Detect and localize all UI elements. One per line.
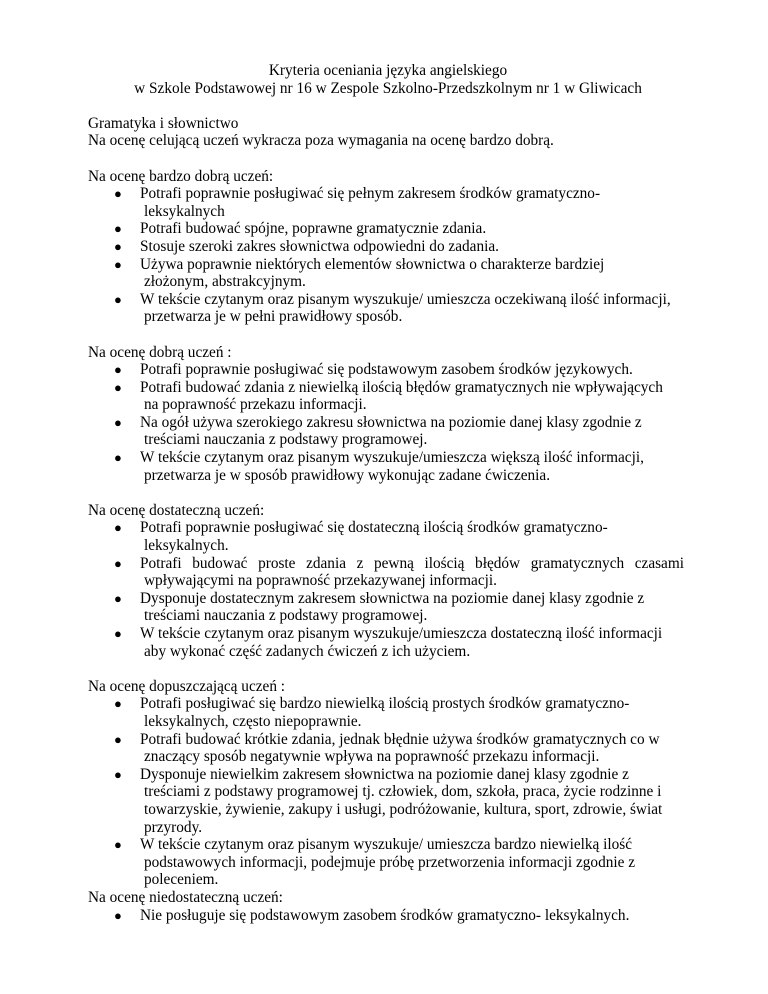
criteria-text: Na ogół używa szerokiego zakresu słownictwa na poziomie danej klasy zgodnie z xyxy=(140,413,642,431)
title-line-2: w Szkole Podstawowej nr 16 w Zespole Szkolno-Przedszkolnym nr 1 w Gliwicach xyxy=(134,79,642,97)
criteria-text: W tekście czytanym oraz pisanym wyszukuje/umieszcza większą ilość informacji, xyxy=(140,449,644,467)
grade-heading: Na ocenę bardzo dobrą uczeń: xyxy=(88,167,274,185)
criteria-item xyxy=(88,361,688,379)
bullet-icon: ● xyxy=(114,221,122,237)
criteria-item xyxy=(88,590,688,625)
criteria-item xyxy=(88,625,688,660)
criteria-text-continued: aby wykonać część zadanych ćwiczeń z ich użyciem. xyxy=(144,642,471,660)
bullet-icon: ● xyxy=(114,731,122,747)
bullet-icon: ● xyxy=(114,555,122,571)
criteria-text: Potrafi poprawnie posługiwać się pełnym zakresem środków gramatyczno- xyxy=(140,185,601,203)
bullet-icon: ● xyxy=(114,837,122,853)
document-page xyxy=(88,62,688,924)
criteria-text-continued: wpływającymi na poprawność przekazywanej informacji. xyxy=(144,572,497,590)
criteria-text-continued: treściami nauczania z podstawy programowej. xyxy=(144,431,428,449)
criteria-text-continued: leksykalnych xyxy=(144,202,225,220)
criteria-text: Potrafi budować spójne, poprawne gramatycznie zdania. xyxy=(140,220,487,238)
grade-section xyxy=(88,889,688,924)
bullet-icon: ● xyxy=(114,238,122,254)
criteria-text: Potrafi poprawnie posługiwać się dostateczną ilością środków gramatyczno- xyxy=(140,519,608,537)
criteria-text: Stosuje szeroki zakres słownictwa odpowiedni do zadania. xyxy=(140,237,499,255)
bullet-icon: ● xyxy=(114,766,122,782)
grade-section xyxy=(88,168,688,326)
criteria-text: Nie posługuje się podstawowym zasobem środków gramatyczno- leksykalnych. xyxy=(140,906,630,924)
criteria-list xyxy=(88,695,688,889)
bullet-icon: ● xyxy=(114,414,122,430)
criteria-text-continued: podstawowych informacji, podejmuje próbę przetworzenia informacji zgodnie z xyxy=(144,853,636,871)
criteria-item xyxy=(88,379,688,414)
criteria-list xyxy=(88,519,688,660)
criteria-text: W tekście czytanym oraz pisanym wyszukuje/umieszcza dostateczną ilość informacji xyxy=(140,625,663,642)
grade-heading: Na ocenę dopuszczającą uczeń : xyxy=(88,677,286,695)
bullet-icon: ● xyxy=(114,256,122,272)
criteria-text-continued: leksykalnych, często niepoprawnie. xyxy=(144,712,362,730)
criteria-list xyxy=(88,907,688,925)
grade-section xyxy=(88,678,688,889)
bullet-icon: ● xyxy=(114,590,122,606)
criteria-text: W tekście czytanym oraz pisanym wyszukuje/ umieszcza oczekiwaną ilość informacji, xyxy=(140,290,671,308)
bullet-icon: ● xyxy=(114,450,122,466)
criteria-text: Dysponuje dostatecznym zakresem słownictwa na poziomie danej klasy zgodnie z xyxy=(140,589,645,607)
criteria-text-continued: przyrody. xyxy=(144,818,203,836)
criteria-item xyxy=(88,695,688,730)
criteria-list xyxy=(88,185,688,326)
bullet-icon: ● xyxy=(114,291,122,307)
intro-text: Na ocenę celującą uczeń wykracza poza wymagania na ocenę bardzo dobrą. xyxy=(88,132,554,150)
bullet-icon: ● xyxy=(114,626,122,641)
criteria-text-continued: towarzyskie, żywienie, zakupy i usługi, podróżowanie, kultura, sport, zdrowie, świat xyxy=(144,800,663,818)
criteria-text: Potrafi posługiwać się bardzo niewielką ilością prostych środków gramatyczno- xyxy=(140,695,630,713)
criteria-text-continued: treściami nauczania z podstawy programowej. xyxy=(144,607,428,625)
grade-section xyxy=(88,344,688,485)
criteria-item xyxy=(88,291,688,326)
criteria-item xyxy=(88,414,688,449)
criteria-text-continued: przetwarza je w pełni prawidłowy sposób. xyxy=(144,308,403,326)
title-line-1: Kryteria oceniania języka angielskiego xyxy=(268,62,508,79)
criteria-text: Dysponuje niewielkim zakresem słownictwa na poziomie danej klasy zgodnie z xyxy=(140,765,629,783)
criteria-text: Potrafi poprawnie posługiwać się podstawowym zasobem środków językowych. xyxy=(140,361,633,379)
criteria-item xyxy=(88,731,688,766)
criteria-list xyxy=(88,361,688,484)
criteria-item xyxy=(88,907,688,925)
criteria-item xyxy=(88,836,688,889)
criteria-text-continued: poleceniem. xyxy=(144,871,219,889)
criteria-item xyxy=(88,185,688,220)
bullet-icon: ● xyxy=(114,696,122,712)
criteria-text-continued: na poprawność przekazu informacji. xyxy=(144,396,367,414)
criteria-item xyxy=(88,555,688,590)
document-title xyxy=(88,62,688,97)
criteria-item xyxy=(88,449,688,484)
bullet-icon: ● xyxy=(114,907,122,923)
criteria-text-continued: złożonym, abstrakcyjnym. xyxy=(144,273,306,291)
grade-section xyxy=(88,502,688,660)
grade-heading: Na ocenę niedostateczną uczeń: xyxy=(88,888,283,906)
grade-heading: Na ocenę dobrą uczeń : xyxy=(88,343,232,361)
bullet-icon: ● xyxy=(114,520,122,536)
criteria-item xyxy=(88,766,688,836)
section-title: Gramatyka i słownictwo xyxy=(88,114,239,132)
criteria-text: W tekście czytanym oraz pisanym wyszukuje/ umieszcza bardzo niewielką ilość xyxy=(140,836,633,854)
criteria-item xyxy=(88,220,688,238)
bullet-icon: ● xyxy=(114,362,122,378)
criteria-text: Używa poprawnie niektórych elementów słownictwa o charakterze bardziej xyxy=(140,255,605,273)
bullet-icon: ● xyxy=(114,186,122,202)
criteria-text-continued: treściami z podstawy programowej tj. człowiek, dom, szkoła, praca, życie rodzinne i xyxy=(144,783,662,801)
grades-container xyxy=(88,150,688,924)
criteria-text: Potrafi budować proste zdania z pewną ilością błędów gramatycznych czasami xyxy=(140,554,684,572)
criteria-text-continued: leksykalnych. xyxy=(144,537,229,555)
criteria-item xyxy=(88,256,688,291)
bullet-icon: ● xyxy=(114,379,122,395)
criteria-text-continued: znaczący sposób negatywnie wpływa na poprawność przekazu informacji. xyxy=(144,748,600,766)
criteria-item xyxy=(88,238,688,256)
criteria-item xyxy=(88,519,688,554)
grade-heading: Na ocenę dostateczną uczeń: xyxy=(88,501,265,519)
criteria-text: Potrafi budować zdania z niewielką ilością błędów gramatycznych nie wpływających xyxy=(140,378,663,396)
criteria-text-continued: przetwarza je w sposób prawidłowy wykonując zadane ćwiczenia. xyxy=(144,466,551,484)
criteria-text: Potrafi budować krótkie zdania, jednak błędnie używa środków gramatycznych co w xyxy=(140,730,660,748)
